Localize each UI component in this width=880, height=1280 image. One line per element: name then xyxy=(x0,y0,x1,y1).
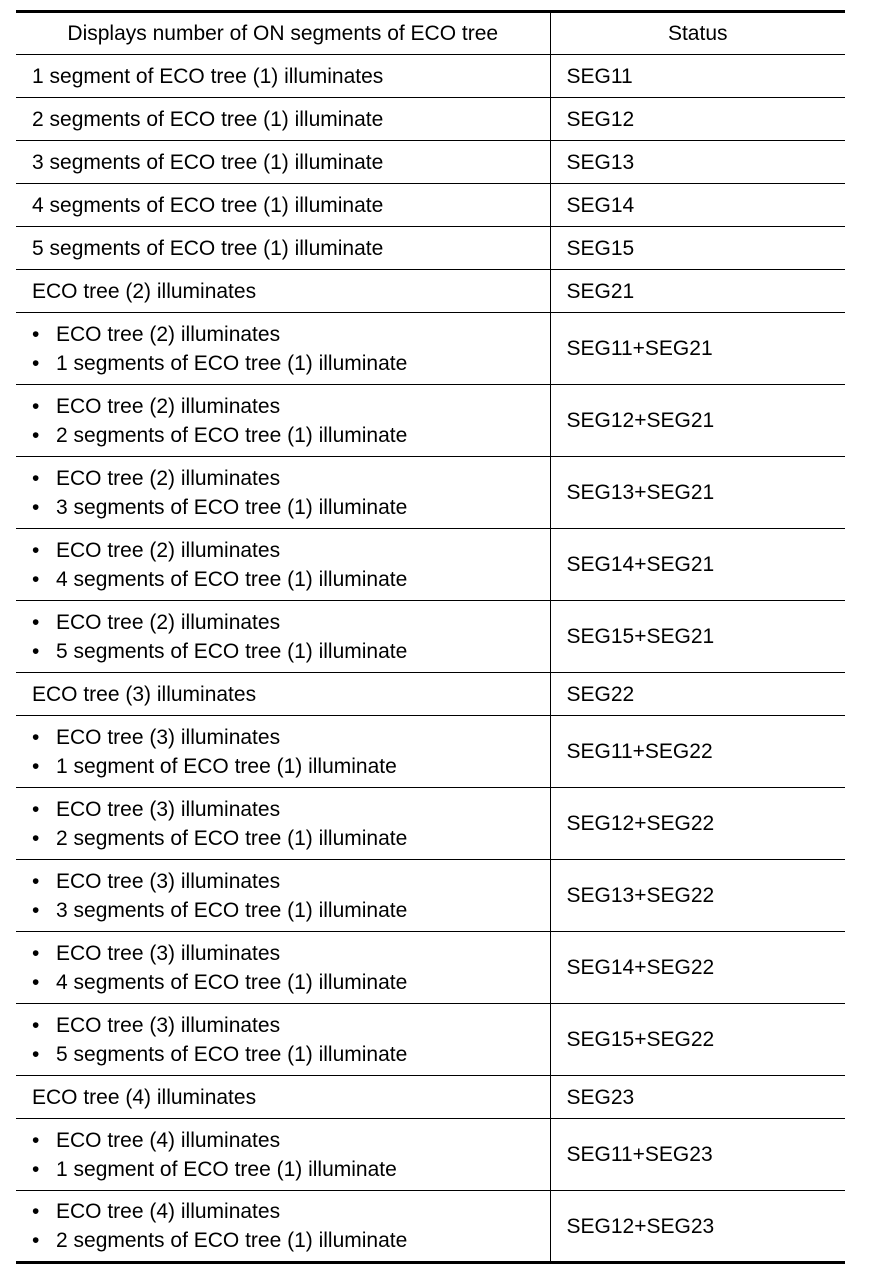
bullet-line xyxy=(32,349,550,378)
bullet-line xyxy=(32,896,550,925)
bullet-icon: • xyxy=(32,970,40,994)
description-text: 1 segment of ECO tree (1) illuminates xyxy=(32,64,384,88)
status-cell: SEG13 xyxy=(550,141,845,184)
bullet-icon: • xyxy=(32,538,40,562)
description-cell xyxy=(16,788,550,860)
description-cell xyxy=(16,529,550,601)
description-text: ECO tree (2) illuminates xyxy=(32,279,257,303)
status-cell: SEG22 xyxy=(550,673,845,716)
bullet-icon: • xyxy=(32,610,40,634)
bullet-line xyxy=(32,565,550,594)
bullet-icon: • xyxy=(32,1157,40,1181)
bullet-line xyxy=(32,723,550,752)
description-cell xyxy=(16,1076,550,1119)
bullet-line xyxy=(32,536,550,565)
status-cell: SEG14 xyxy=(550,184,845,227)
description-text: 4 segments of ECO tree (1) illuminate xyxy=(56,970,408,994)
description-cell xyxy=(16,1119,550,1191)
status-cell: SEG11+SEG22 xyxy=(550,716,845,788)
description-text: 3 segments of ECO tree (1) illuminate xyxy=(56,898,408,922)
status-cell: SEG11+SEG23 xyxy=(550,1119,845,1191)
bullet-line xyxy=(32,1011,550,1040)
bullet-icon: • xyxy=(32,1229,40,1252)
bullet-line xyxy=(32,320,550,349)
description-text: 5 segments of ECO tree (1) illuminate xyxy=(56,1042,408,1066)
table-row xyxy=(16,55,845,98)
bullet-icon: • xyxy=(32,754,40,778)
bullet-line xyxy=(32,1040,550,1069)
header-status: Status xyxy=(550,12,845,55)
description-cell xyxy=(16,1004,550,1076)
description-cell xyxy=(16,457,550,529)
status-cell: SEG12+SEG23 xyxy=(550,1191,845,1263)
table-row xyxy=(16,1076,845,1119)
description-text: ECO tree (4) illuminates xyxy=(56,1200,281,1223)
description-cell xyxy=(16,673,550,716)
table-row xyxy=(16,270,845,313)
description-text: 4 segments of ECO tree (1) illuminate xyxy=(32,193,384,217)
status-cell: SEG13+SEG21 xyxy=(550,457,845,529)
status-cell: SEG12+SEG21 xyxy=(550,385,845,457)
bullet-icon: • xyxy=(32,466,40,490)
bullet-icon: • xyxy=(32,394,40,418)
status-cell: SEG23 xyxy=(550,1076,845,1119)
table-body xyxy=(16,55,845,1263)
table-header-row xyxy=(16,12,845,55)
description-text: 1 segments of ECO tree (1) illuminate xyxy=(56,351,408,375)
table-row xyxy=(16,601,845,673)
status-cell: SEG13+SEG22 xyxy=(550,860,845,932)
bullet-icon: • xyxy=(32,1013,40,1037)
description-cell xyxy=(16,227,550,270)
bullet-line xyxy=(32,392,550,421)
description-text: ECO tree (4) illuminates xyxy=(32,1085,257,1109)
description-text: 4 segments of ECO tree (1) illuminate xyxy=(56,567,408,591)
description-cell xyxy=(16,55,550,98)
description-text: 5 segments of ECO tree (1) illuminate xyxy=(56,639,408,663)
bullet-icon: • xyxy=(32,797,40,821)
status-cell: SEG12 xyxy=(550,98,845,141)
description-text: 2 segments of ECO tree (1) illuminate xyxy=(56,826,408,850)
table-row xyxy=(16,227,845,270)
bullet-line xyxy=(32,608,550,637)
table-row xyxy=(16,1191,845,1263)
description-text: ECO tree (3) illuminates xyxy=(56,725,281,749)
description-text: 2 segments of ECO tree (1) illuminate xyxy=(32,107,384,131)
description-text: 5 segments of ECO tree (1) illuminate xyxy=(32,236,384,260)
description-cell xyxy=(16,932,550,1004)
bullet-icon: • xyxy=(32,1042,40,1066)
bullet-line xyxy=(32,1197,550,1226)
bullet-icon: • xyxy=(32,567,40,591)
status-cell: SEG14+SEG21 xyxy=(550,529,845,601)
bullet-line xyxy=(32,421,550,450)
status-cell: SEG15 xyxy=(550,227,845,270)
description-cell xyxy=(16,601,550,673)
description-text: 1 segment of ECO tree (1) illuminate xyxy=(56,1157,397,1181)
header-description: Displays number of ON segments of ECO tree xyxy=(16,12,550,55)
description-cell xyxy=(16,1191,550,1263)
eco-tree-status-table xyxy=(16,10,845,1264)
bullet-icon: • xyxy=(32,869,40,893)
bullet-icon: • xyxy=(32,495,40,519)
description-text: ECO tree (3) illuminates xyxy=(56,869,281,893)
bullet-icon: • xyxy=(32,1200,40,1223)
status-cell: SEG11 xyxy=(550,55,845,98)
bullet-icon: • xyxy=(32,826,40,850)
description-cell xyxy=(16,313,550,385)
description-text: 3 segments of ECO tree (1) illuminate xyxy=(56,495,408,519)
description-text: ECO tree (2) illuminates xyxy=(56,322,281,346)
description-text: ECO tree (3) illuminates xyxy=(56,941,281,965)
status-cell: SEG14+SEG22 xyxy=(550,932,845,1004)
status-cell: SEG12+SEG22 xyxy=(550,788,845,860)
bullet-icon: • xyxy=(32,725,40,749)
description-text: ECO tree (3) illuminates xyxy=(32,682,257,706)
bullet-line xyxy=(32,939,550,968)
description-cell xyxy=(16,184,550,227)
table-row xyxy=(16,1004,845,1076)
table-row xyxy=(16,860,845,932)
bullet-line xyxy=(32,824,550,853)
bullet-line xyxy=(32,1126,550,1155)
bullet-line xyxy=(32,752,550,781)
table-row xyxy=(16,932,845,1004)
description-text: 2 segments of ECO tree (1) illuminate xyxy=(56,1229,408,1252)
description-text: ECO tree (3) illuminates xyxy=(56,1013,281,1037)
bullet-icon: • xyxy=(32,898,40,922)
bullet-icon: • xyxy=(32,941,40,965)
table-row xyxy=(16,184,845,227)
status-cell: SEG15+SEG21 xyxy=(550,601,845,673)
bullet-line xyxy=(32,1155,550,1184)
bullet-line xyxy=(32,637,550,666)
table-row xyxy=(16,529,845,601)
status-cell: SEG11+SEG21 xyxy=(550,313,845,385)
description-cell xyxy=(16,98,550,141)
description-text: ECO tree (2) illuminates xyxy=(56,466,281,490)
description-cell xyxy=(16,385,550,457)
bullet-line xyxy=(32,1226,550,1255)
description-text: ECO tree (2) illuminates xyxy=(56,610,281,634)
bullet-icon: • xyxy=(32,639,40,663)
status-cell: SEG15+SEG22 xyxy=(550,1004,845,1076)
table-row xyxy=(16,313,845,385)
table-row xyxy=(16,457,845,529)
bullet-line xyxy=(32,795,550,824)
description-text: 2 segments of ECO tree (1) illuminate xyxy=(56,423,408,447)
bullet-icon: • xyxy=(32,322,40,346)
description-text: 1 segment of ECO tree (1) illuminate xyxy=(56,754,397,778)
description-text: ECO tree (2) illuminates xyxy=(56,538,281,562)
description-text: ECO tree (3) illuminates xyxy=(56,797,281,821)
description-cell xyxy=(16,141,550,184)
description-text: ECO tree (4) illuminates xyxy=(56,1128,281,1152)
eco-tree-status-table-container xyxy=(16,10,845,1264)
bullet-line xyxy=(32,493,550,522)
bullet-line xyxy=(32,464,550,493)
bullet-icon: • xyxy=(32,423,40,447)
table-row xyxy=(16,98,845,141)
description-text: ECO tree (2) illuminates xyxy=(56,394,281,418)
description-cell xyxy=(16,716,550,788)
table-row xyxy=(16,141,845,184)
description-cell xyxy=(16,270,550,313)
bullet-icon: • xyxy=(32,351,40,375)
table-row xyxy=(16,385,845,457)
table-row xyxy=(16,1119,845,1191)
bullet-icon: • xyxy=(32,1128,40,1152)
description-cell xyxy=(16,860,550,932)
status-cell: SEG21 xyxy=(550,270,845,313)
description-text: 3 segments of ECO tree (1) illuminate xyxy=(32,150,384,174)
bullet-line xyxy=(32,867,550,896)
table-row xyxy=(16,673,845,716)
bullet-line xyxy=(32,968,550,997)
table-row xyxy=(16,716,845,788)
table-row xyxy=(16,788,845,860)
